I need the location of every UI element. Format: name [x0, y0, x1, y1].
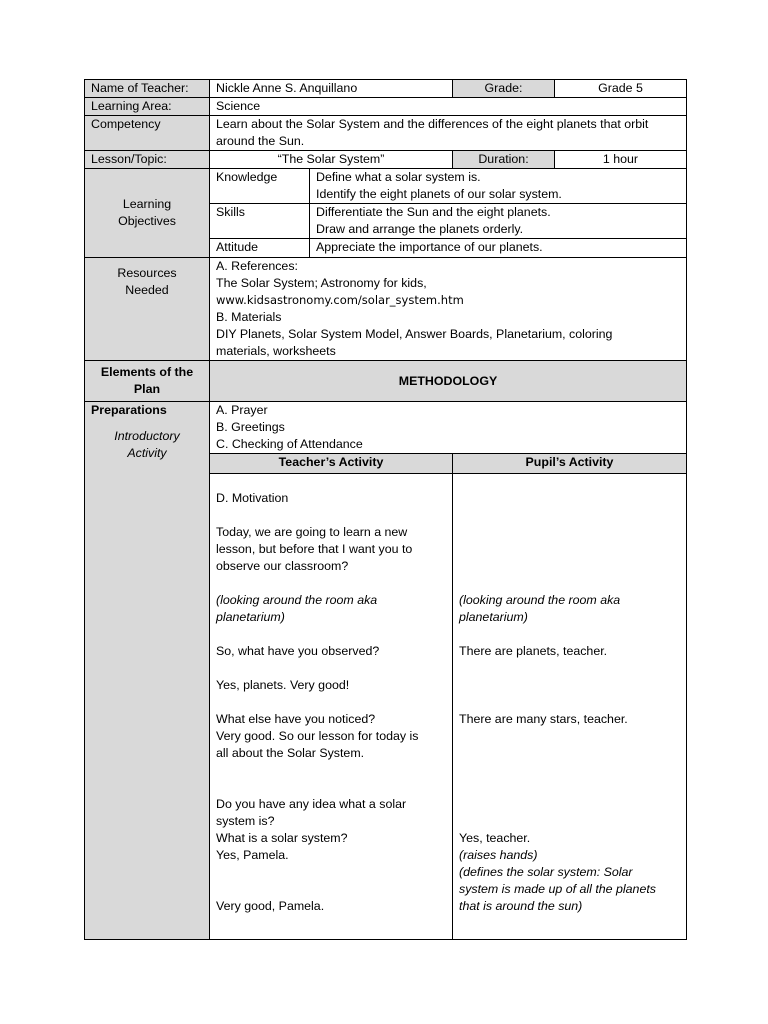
knowledge-label: Knowledge [210, 169, 310, 204]
intro-activity-line2: Activity [127, 446, 167, 460]
preparations-cell [85, 402, 210, 940]
resources-label: Resources Needed [85, 258, 210, 361]
area-label: Learning Area: [85, 98, 210, 116]
competency-value: Learn about the Solar System and the differences of the eight planets that orbit around the Sun. [210, 116, 687, 151]
duration-label: Duration: [453, 151, 555, 169]
pupil-activity-cell: (looking around the room aka planetarium) There are planets, teacher. There are many stars, teacher. Yes, teacher. (raises hands) (defines the solar system: Solar system is made up of all the planets that is around the sun) [453, 474, 687, 940]
reference-url: www.kidsastronomy.com/solar_system.htm [216, 293, 464, 307]
area-row [85, 98, 687, 116]
skills-text: Differentiate the Sun and the eight planets. Draw and arrange the planets orderly. [310, 204, 687, 239]
knowledge-row [85, 169, 687, 204]
competency-row [85, 116, 687, 151]
intro-activity-line1: Introductory [114, 429, 180, 443]
grade-value: Grade 5 [555, 80, 687, 98]
teacher-row [85, 80, 687, 98]
teacher-label: Name of Teacher: [85, 80, 210, 98]
topic-value: “The Solar System” [210, 151, 453, 169]
lesson-plan-table [84, 79, 687, 940]
competency-label: Competency [85, 116, 210, 151]
resources-row [85, 258, 687, 361]
topic-label: Lesson/Topic: [85, 151, 210, 169]
methodology-heading: METHODOLOGY [210, 361, 687, 402]
attitude-text: Appreciate the importance of our planets. [310, 239, 687, 258]
elements-label: Elements of the Plan [85, 361, 210, 402]
area-value: Science [210, 98, 687, 116]
objectives-label: Learning Objectives [85, 169, 210, 258]
resources-content: A. References: The Solar System; Astronomy for kids, www.kidsastronomy.com/solar_system.htm B. Materials DIY Planets, Solar System Model, Answer Boards, Planetarium, coloring materials, worksheets [210, 258, 687, 361]
attitude-label: Attitude [210, 239, 310, 258]
teacher-activity-heading: Teacher’s Activity [210, 454, 453, 474]
lesson-plan-page [84, 79, 686, 940]
grade-label: Grade: [453, 80, 555, 98]
teacher-activity-cell: D. Motivation Today, we are going to learn a new lesson, but before that I want you to observe our classroom? (looking around the room aka planetarium) So, what have you observed? Yes, planets. Very good! What else have you noticed? Very good. So our lesson for today is all about the Solar System. Do you have any idea what a solar system is? What is a solar system? Yes, Pamela. Very good, Pamela. [210, 474, 453, 940]
preparations-row [85, 402, 687, 454]
skills-label: Skills [210, 204, 310, 239]
teacher-value: Nickle Anne S. Anquillano [210, 80, 453, 98]
preparations-list: A. Prayer B. Greetings C. Checking of Attendance [210, 402, 687, 454]
knowledge-text: Define what a solar system is. Identify the eight planets of our solar system. [310, 169, 687, 204]
methodology-header-row [85, 361, 687, 402]
pupil-activity-heading: Pupil’s Activity [453, 454, 687, 474]
topic-row [85, 151, 687, 169]
duration-value: 1 hour [555, 151, 687, 169]
preparations-label: Preparations [91, 403, 167, 417]
